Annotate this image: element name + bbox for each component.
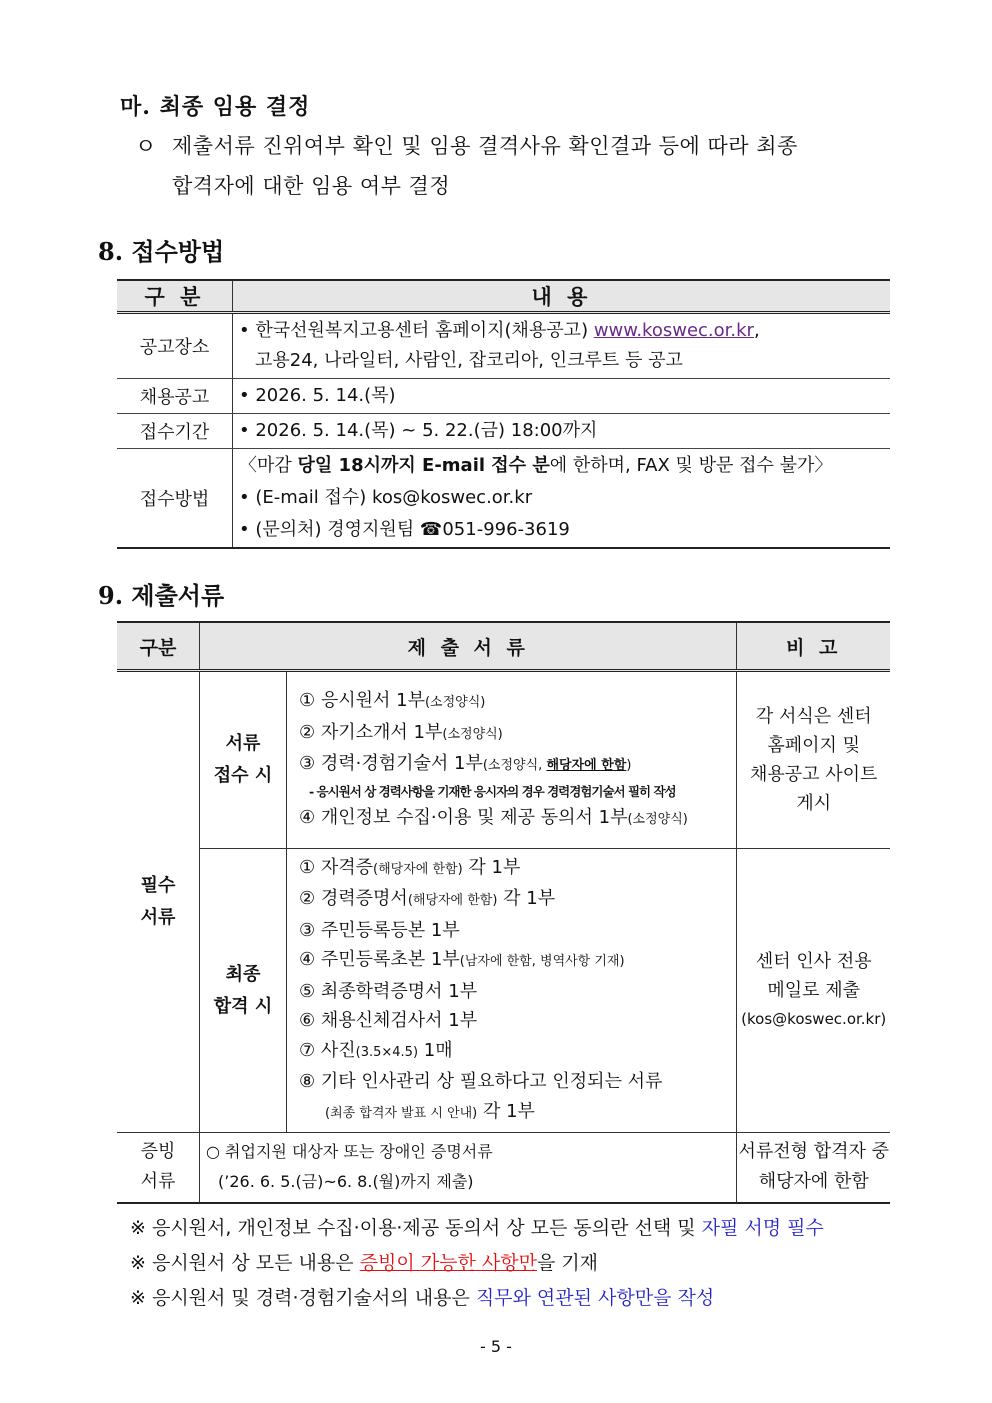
announcement-date: • 2026. 5. 14.(목) (233, 379, 891, 414)
comma: , (753, 320, 760, 341)
proof-docs-content: ○ 취업지원 대상자 또는 장애인 증명서류 (’26. 6. 5.(금)~6. 8.(월)까지 제출) (200, 1133, 737, 1203)
method-email: • (E-mail 접수) kos@koswec.or.kr (239, 486, 533, 508)
note-1: ※ 응시원서, 개인정보 수집·이용·제공 동의서 상 모든 동의란 선택 및 자필 서명 필수 (130, 1217, 824, 1239)
announcement-label: 채용공고 (117, 379, 233, 414)
list-item: (최종 합격자 발표 시 안내) 각 1부 (325, 1100, 535, 1122)
header-category: 구 분 (117, 280, 233, 313)
bullet-icon: ㅇ (135, 135, 157, 160)
doc-stage-label: 서류 접수 시 (200, 671, 287, 849)
note-3: ※ 응시원서 및 경력·경험기술서의 내용은 직무와 연관된 사항만을 작성 (130, 1287, 715, 1309)
list-item: ④ 개인정보 수집·이용 및 제공 동의서 1부(소정양식) (299, 806, 688, 828)
list-item: ① 자격증(해당자에 한함) 각 1부 (299, 856, 521, 878)
list-item: ② 경력증명서(해당자에 한함) 각 1부 (299, 888, 556, 910)
doc-stage-remark: 각 서식은 센터 홈페이지 및 채용공고 사이트 게시 (737, 671, 890, 849)
list-item: ① 응시원서 1부(소정양식) (299, 690, 486, 711)
note-2: ※ 응시원서 상 모든 내용은 증빙이 가능한 사항만을 기재 (130, 1252, 599, 1274)
period-label: 접수기간 (117, 414, 233, 449)
section-ma-line-2: 합격자에 대한 임용 여부 결정 (172, 174, 451, 198)
period-value: • 2026. 5. 14.(목) ~ 5. 22.(금) 18:00까지 (233, 414, 891, 449)
list-item: ④ 주민등록초본 1부(남자에 한함, 병역사항 기재) (299, 949, 625, 971)
header-remark: 비 고 (737, 622, 890, 671)
list-item: ⑧ 기타 인사관리 상 필요하다고 인정되는 서류 (299, 1071, 663, 1093)
method-contact: • (문의처) 경영지원팀 ☎051-996-3619 (239, 518, 570, 540)
reception-method-table (117, 279, 890, 549)
list-item: ③ 경력·경험기술서 1부(소정양식, 해당자에 한함) (299, 753, 632, 774)
section-ma-title: 마. 최종 임용 결정 (120, 94, 311, 120)
notice-place-content (233, 313, 891, 379)
header-documents: 제 출 서 류 (200, 622, 737, 671)
final-stage-items (287, 849, 737, 1133)
method-label: 접수방법 (117, 449, 233, 548)
list-item: ⑥ 채용신체검사서 1부 (299, 1010, 478, 1032)
list-item: ⑦ 사진(3.5×4.5) 1매 (299, 1039, 453, 1061)
list-item: ② 자기소개서 1부(소정양식) (299, 721, 503, 743)
doc-stage-items (287, 671, 737, 849)
method-content (233, 449, 891, 548)
method-note: 〈마감 당일 18시까지 E-mail 접수 분에 한하며, FAX 및 방문 접수 불가〉 (239, 454, 833, 476)
notice-place-line1: • 한국선원복지고용센터 홈페이지(채용공고) (239, 320, 594, 341)
header-category: 구분 (117, 622, 200, 671)
final-stage-label: 최종 합격 시 (200, 849, 287, 1133)
list-item-note: - 응시원서 상 경력사항을 기재한 응시자의 경우 경력경험기술서 필히 작성 (309, 783, 676, 799)
submission-documents-table (117, 621, 890, 1204)
notice-place-label: 공고장소 (117, 313, 233, 379)
section-9-title: 9. 제출서류 (98, 581, 225, 610)
proof-docs-label: 증빙 서류 (117, 1133, 200, 1203)
list-item: ⑤ 최종학력증명서 1부 (299, 980, 478, 1002)
header-content: 내 용 (233, 280, 891, 313)
proof-docs-remark: 서류전형 합격자 중 해당자에 한함 (737, 1133, 890, 1203)
notice-place-line2: 고용24, 나라일터, 사람인, 잡코리아, 인크루트 등 공고 (255, 350, 683, 371)
page-number: - 5 - (480, 1337, 512, 1356)
section-8-title: 8. 접수방법 (98, 237, 225, 266)
homepage-link[interactable]: www.koswec.or.kr (593, 320, 754, 341)
final-stage-remark: 센터 인사 전용 메일로 제출 (kos@koswec.or.kr) (737, 849, 890, 1133)
list-item: ③ 주민등록등본 1부 (299, 919, 460, 941)
section-ma-line-1: 제출서류 진위여부 확인 및 임용 결격사유 확인결과 등에 따라 최종 (172, 134, 798, 158)
required-docs-label: 필수 서류 (117, 671, 200, 1133)
